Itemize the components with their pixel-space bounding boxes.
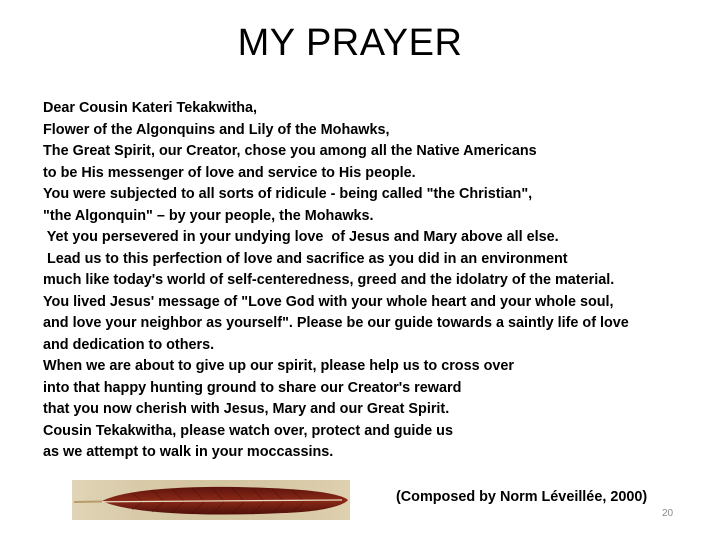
feather-icon: [72, 480, 350, 520]
prayer-line: Yet you persevered in your undying love of Jesus and Mary above all else.: [43, 229, 559, 245]
prayer-line: that you now cherish with Jesus, Mary and our Great Spirit.: [43, 401, 450, 417]
page-number: 20: [662, 508, 674, 519]
prayer-line: and dedication to others.: [43, 336, 215, 353]
prayer-line: You were subjected to all sorts of ridicule - being called "the Christian",: [43, 186, 533, 202]
prayer-line: and love your neighbor as yourself". Please be our guide towards a saintly life of love: [43, 315, 629, 331]
prayer-line: much like today's world of self-centeredness, greed and the idolatry of the material.: [43, 272, 615, 288]
prayer-line: "the Algonquin" – by your people, the Mohawks.: [43, 207, 374, 224]
prayer-text: [43, 98, 693, 464]
prayer-line: Dear Cousin Kateri Tekakwitha,: [43, 100, 258, 116]
prayer-line: to be His messenger of love and service to His people.: [43, 164, 416, 181]
prayer-line: as we attempt to walk in your moccassins.: [43, 444, 334, 460]
prayer-line: When we are about to give up our spirit, please help us to cross over: [43, 358, 514, 374]
prayer-line: The Great Spirit, our Creator, chose you among all the Native Americans: [43, 143, 537, 159]
prayer-line: into that happy hunting ground to share our Creator's reward: [43, 379, 462, 396]
prayer-line: Cousin Tekakwitha, please watch over, protect and guide us: [43, 422, 453, 439]
prayer-line: You lived Jesus' message of "Love God with your whole heart and your whole soul,: [43, 293, 614, 310]
slide-title: MY PRAYER: [237, 22, 463, 64]
prayer-line: Flower of the Algonquins and Lily of the Mohawks,: [43, 121, 390, 138]
author-caption: (Composed by Norm Léveillée, 2000): [396, 489, 648, 505]
prayer-line: Lead us to this perfection of love and sacrifice as you did in an environment: [43, 250, 568, 267]
